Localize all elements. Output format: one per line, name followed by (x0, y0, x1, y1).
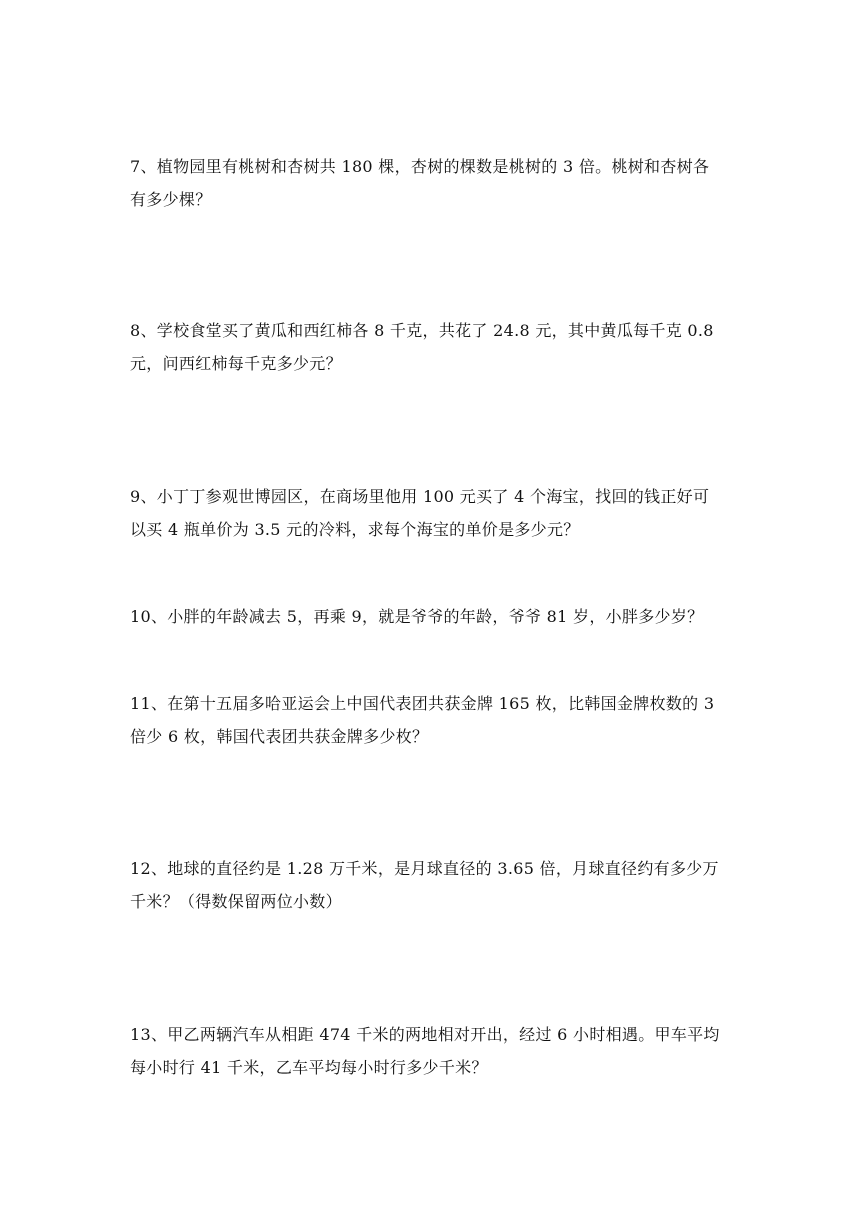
problem-13 (130, 1018, 740, 1084)
problem-7-line-1: 7、植物园里有桃树和杏树共 180 棵，杏树的棵数是桃树的 3 倍。桃树和杏树各 (130, 157, 710, 176)
problem-9-line-2: 以买 4 瓶单价为 3.5 元的冷料，求每个海宝的单价是多少元？ (130, 520, 580, 539)
problem-11 (130, 687, 740, 753)
problem-12-line-2: 千米？（得数保留两位小数） (130, 892, 342, 911)
problem-8 (130, 314, 740, 380)
problem-12 (130, 852, 740, 918)
problem-7-line-2: 有多少棵？ (130, 190, 212, 209)
problem-10 (130, 600, 740, 633)
problem-9 (130, 480, 740, 546)
problem-7 (130, 150, 740, 216)
problem-10-line-1: 10、小胖的年龄减去 5，再乘 9，就是爷爷的年龄，爷爷 81 岁，小胖多少岁？ (130, 607, 704, 626)
problem-11-line-1: 11、在第十五届多哈亚运会上中国代表团共获金牌 165 枚，比韩国金牌枚数的 3 (130, 694, 715, 713)
problem-11-line-2: 倍少 6 枚，韩国代表团共获金牌多少枚？ (130, 727, 429, 746)
problem-8-line-1: 8、学校食堂买了黄瓜和西红柿各 8 千克，共花了 24.8 元，其中黄瓜每千克 0.8 (130, 321, 714, 340)
problem-12-line-1: 12、地球的直径约是 1.28 万千米，是月球直径的 3.65 倍，月球直径约有多少万 (130, 859, 719, 878)
problem-9-line-1: 9、小丁丁参观世博园区，在商场里他用 100 元买了 4 个海宝，找回的钱正好可 (130, 487, 710, 506)
problem-13-line-1: 13、甲乙两辆汽车从相距 474 千米的两地相对开出，经过 6 小时相遇。甲车平均 (130, 1025, 720, 1044)
problem-13-line-2: 每小时行 41 千米，乙车平均每小时行多少千米？ (130, 1058, 488, 1077)
problem-8-line-2: 元，问西红柿每千克多少元？ (130, 354, 342, 373)
